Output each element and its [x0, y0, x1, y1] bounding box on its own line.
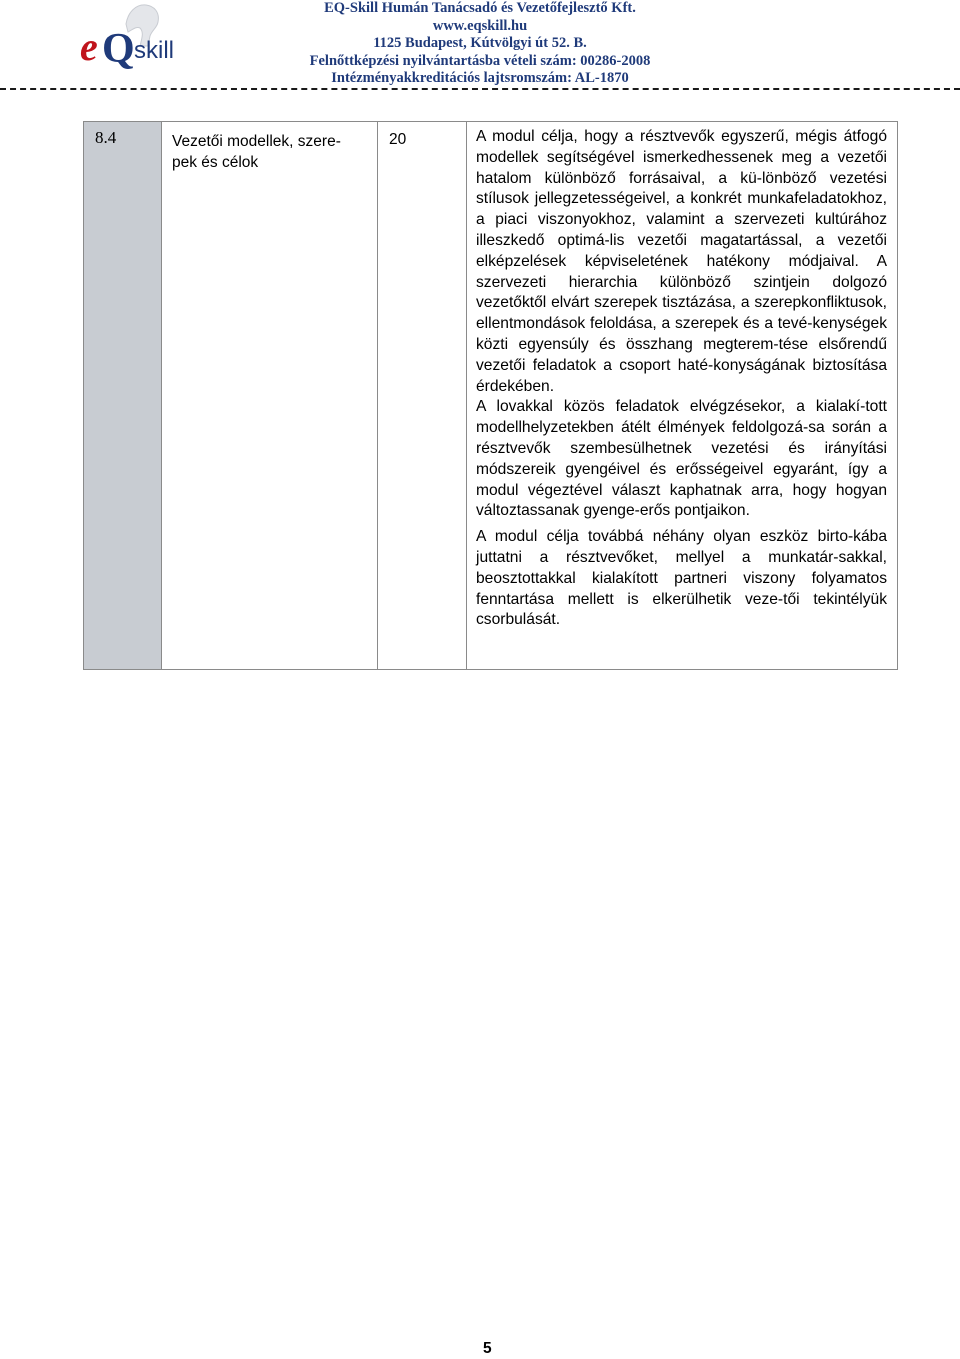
- table-row: [84, 122, 898, 670]
- registration-number: Felnőttképzési nyilvántartásba vételi szám: 00286-2008: [309, 52, 651, 69]
- description-paragraph: A lovakkal közös feladatok elvégzésekor, a kialakí-tott modellhelyzetekben átélt élmények feldolgozá-sa során a résztvevők szembesülhetnek vezetési és irányítási módszereik gyengéivel és erősségeivel egyaránt, így a modul végeztével választ kaphatnak arra, hogy hogyan változtassanak gyenge-erős pontjaikon.: [476, 398, 887, 520]
- module-title: Vezetői modellek, szere-pek és célok: [172, 133, 341, 171]
- module-number-cell: [84, 122, 162, 670]
- company-name: EQ-Skill Humán Tanácsadó és Vezetőfejlesztő Kft.: [324, 0, 636, 16]
- description-paragraph: A modul célja, hogy a résztvevők egyszerű, mégis átfogó modellek segítségével ismerkedhessenek meg a vezetői hatalom különböző forrásaival, a kü-lönböző vezetési stílusok jellegzetességeivel, a konkrét munkafeladatokhoz, a piaci viszonyokhoz, valamint a szervezeti kultúrához illeszkedő optimá-lis vezetői magatartással, a vezetői elképzelések képviseletének hatékony módjaival. A szervezeti hierarchia különböző szintjein dolgozó vezetőktől elvárt szerepek tisztázása, a szerepkonfliktusok, ellentmondások feloldása, a szerepek és a tevé-kenységek közti egyensúly és összhang megterem-tése elsőrendű vezetői feladatok a csoport haté-konyságának biztosítása érdekében.: [476, 128, 887, 395]
- description-paragraph: A modul célja továbbá néhány olyan eszköz birto-kába juttatni a résztvevőket, mellyel a munkatár-sakkal, beosztottakkal kialakított partneri viszony folyamatos fenntartása mellett is elkerülhetik veze-tői tekintélyük csorbulását.: [476, 528, 887, 629]
- module-hours: 20: [389, 131, 407, 148]
- svg-text:skill: skill: [134, 37, 174, 64]
- logo-graphic: [78, 2, 188, 72]
- page-number: 5: [483, 1340, 492, 1357]
- page-header: [0, 0, 960, 92]
- eqskill-logo: [78, 2, 188, 72]
- svg-text:e: e: [80, 24, 98, 69]
- company-website: www.eqskill.hu: [432, 17, 528, 34]
- company-address: 1125 Budapest, Kútvölgyi út 52. B.: [373, 35, 587, 51]
- module-table: [83, 121, 898, 670]
- module-number: 8.4: [95, 128, 117, 147]
- module-title-cell: [162, 122, 378, 670]
- module-hours-cell: [378, 122, 467, 670]
- company-info: [200, 0, 760, 88]
- header-divider: [0, 88, 960, 90]
- module-description-cell: [467, 122, 898, 670]
- accreditation-number: Intézményakkreditációs lajtsromszám: AL-1870: [331, 70, 629, 86]
- svg-text:Q: Q: [102, 26, 135, 72]
